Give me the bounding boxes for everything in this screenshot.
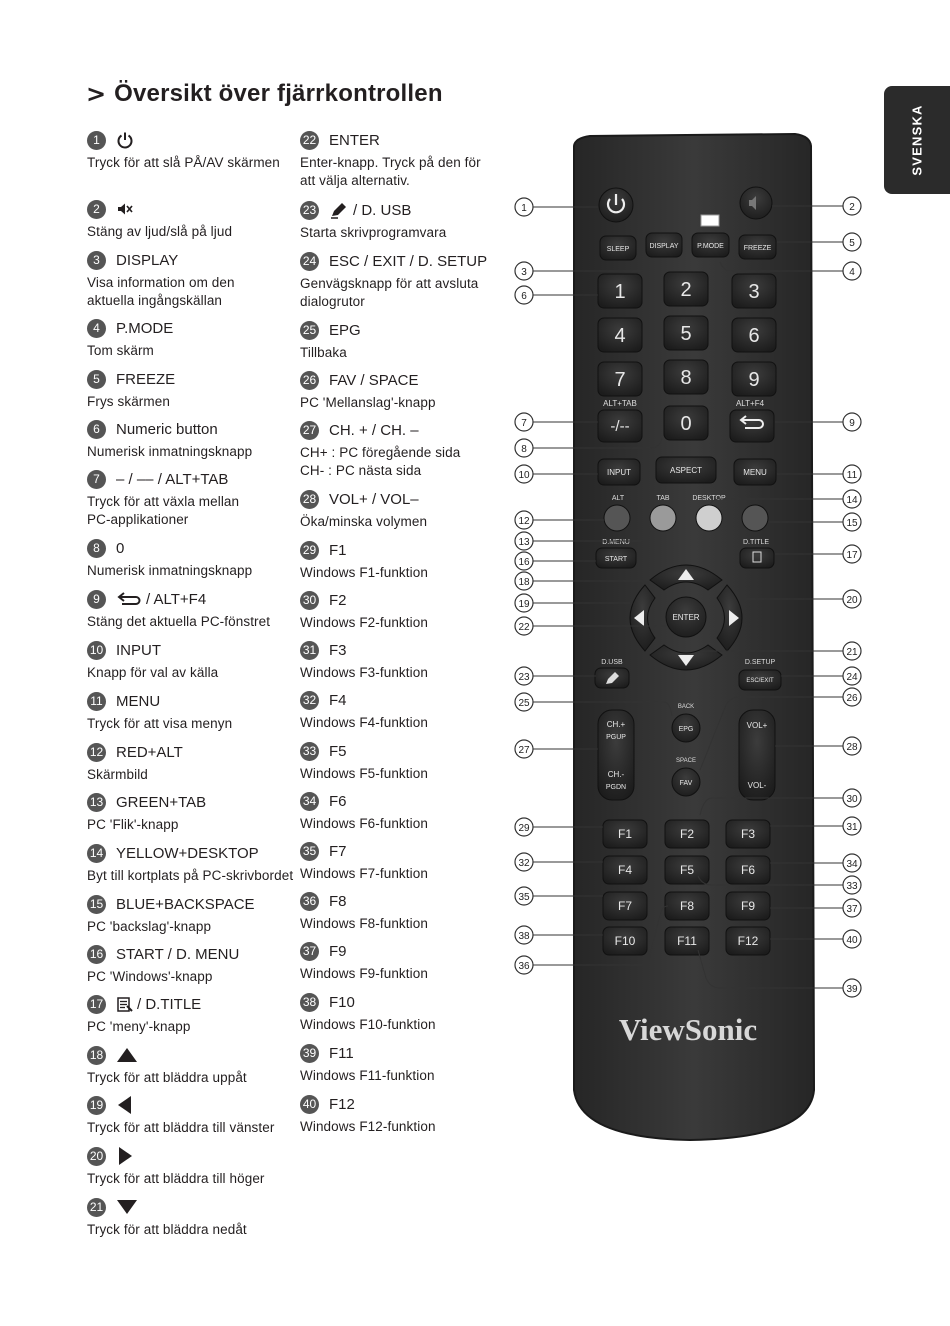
callout-number-badge: 13 — [87, 793, 106, 812]
brand-logo: ViewSonic — [618, 1012, 758, 1047]
chevron-right-icon: > — [86, 80, 107, 108]
legend-description: Windows F6-funktion — [300, 816, 428, 831]
callout-number-badge: 34 — [300, 792, 319, 811]
legend-description: Stäng av ljud/slå på ljud — [87, 224, 233, 239]
remote-callout-number: 12 — [518, 516, 530, 527]
legend-description: PC 'meny'-knapp — [87, 1019, 191, 1034]
legend-label-text: ENTER — [329, 131, 380, 149]
input-button-label: INPUT — [607, 468, 631, 477]
legend-label-text: F9 — [329, 942, 347, 960]
legend-description: Genvägsknapp för att avsluta dialogrutor — [300, 276, 479, 309]
callout-number-badge: 26 — [300, 371, 319, 390]
remote-callout-number: 33 — [846, 881, 858, 892]
alt-label: ALT — [611, 495, 625, 502]
callout-number-badge: 17 — [87, 995, 106, 1014]
start-button-label: START — [604, 556, 628, 563]
remote-callout-number: 7 — [521, 418, 527, 429]
tab-label: TAB — [656, 495, 670, 502]
f4-button-label: F4 — [617, 863, 633, 877]
blue-backspace-button[interactable] — [742, 505, 768, 531]
legend-label-text: F12 — [329, 1095, 355, 1113]
number-button-7-label: 7 — [614, 369, 626, 391]
legend-description: Tryck för att bläddra nedåt — [87, 1222, 247, 1237]
remote-callout-number: 32 — [518, 858, 530, 869]
number-button-9-label: 9 — [748, 369, 760, 391]
legend-label-text: GREEN+TAB — [116, 793, 207, 811]
legend-label-text: F1 — [329, 541, 347, 559]
remote-callout-number: 38 — [518, 931, 530, 942]
pgup-label: PGUP — [606, 734, 626, 741]
remote-callout-number: 19 — [518, 599, 530, 610]
dsetup-label: D.SETUP — [744, 659, 776, 666]
legend-label-text: FAV / SPACE — [329, 371, 419, 389]
f6-button-label: F6 — [740, 863, 756, 877]
f11-button-label: F11 — [677, 934, 697, 948]
sleep-button-label: SLEEP — [606, 246, 630, 253]
number-button-2-label: 2 — [680, 279, 692, 301]
green-tab-button[interactable] — [650, 505, 676, 531]
legend-label-text: MENU — [116, 692, 161, 710]
legend-label-text: F10 — [329, 993, 355, 1011]
legend-description: Windows F11-funktion — [300, 1068, 435, 1083]
callout-number-badge: 10 — [87, 641, 106, 660]
legend-label-text: F5 — [329, 742, 347, 760]
legend-label-text: RED+ALT — [116, 743, 183, 761]
language-tab-label: SVENSKA — [909, 104, 925, 176]
callout-number-badge: 35 — [300, 842, 319, 861]
callout-number-badge: 29 — [300, 541, 319, 560]
callout-number-badge: 14 — [87, 844, 106, 863]
legend-description: Tryck för att bläddra uppåt — [87, 1070, 247, 1085]
legend-description: Visa information om den aktuella ingångskällan — [87, 275, 235, 308]
legend-description: Stäng det aktuella PC-fönstret — [87, 614, 271, 629]
remote-callout-number: 25 — [518, 698, 530, 709]
remote-callout-number: 4 — [849, 267, 855, 278]
legend-description: Tryck för att bläddra till vänster — [87, 1120, 275, 1135]
f5-button-label: F5 — [679, 863, 695, 877]
legend-description: Tryck för att visa menyn — [87, 716, 233, 731]
remote-callout-number: 6 — [521, 291, 527, 302]
remote-callout-number: 5 — [849, 238, 855, 249]
f12-button-label: F12 — [737, 934, 759, 948]
remote-callout-number: 17 — [846, 550, 858, 561]
legend-description: Skärmbild — [87, 767, 148, 782]
ch-plus-label: CH.+ — [606, 720, 626, 729]
legend-description: Windows F4-funktion — [300, 715, 428, 730]
legend-label-text: / D. USB — [353, 201, 412, 219]
fav-button-label: FAV — [679, 780, 693, 787]
callout-number-badge: 37 — [300, 942, 319, 961]
callout-number-badge: 19 — [87, 1096, 106, 1115]
number-button-4-label: 4 — [614, 325, 626, 347]
legend-description: Windows F9-funktion — [300, 966, 428, 981]
remote-callout-number: 10 — [518, 470, 530, 481]
legend-label-text: CH. + / CH. – — [329, 421, 419, 439]
legend-label-text: F3 — [329, 641, 347, 659]
red-alt-button[interactable] — [604, 505, 630, 531]
dash-button-label: -/-- — [610, 418, 630, 435]
callout-number-badge: 33 — [300, 742, 319, 761]
remote-callout-number: 36 — [518, 961, 530, 972]
legend-description: Tryck för att växla mellan PC-applikationer — [87, 494, 240, 527]
legend-label-text: F7 — [329, 842, 347, 860]
freeze-button-label: FREEZE — [743, 245, 772, 252]
legend-label-text: DISPLAY — [116, 251, 179, 269]
legend-description: Byt till kortplats på PC-skrivbordet — [87, 868, 294, 883]
title-button[interactable] — [740, 548, 774, 568]
legend-description: Tryck för att bläddra till höger — [87, 1171, 265, 1186]
callout-number-badge: 23 — [300, 201, 319, 220]
legend-description: Windows F3-funktion — [300, 665, 428, 680]
remote-callout-number: 1 — [521, 203, 527, 214]
legend-description: Starta skrivprogramvara — [300, 225, 447, 240]
callout-number-badge: 22 — [300, 131, 319, 150]
pgdn-label: PGDN — [605, 784, 627, 791]
legend-description: PC 'Flik'-knapp — [87, 817, 179, 832]
enter-button-label: ENTER — [672, 613, 700, 622]
number-button-8-label: 8 — [680, 367, 692, 389]
legend-label-text: – / –– / ALT+TAB — [116, 470, 229, 488]
remote-callout-number: 11 — [846, 470, 858, 481]
legend-description: Öka/minska volymen — [300, 514, 428, 529]
esc-exit-button-label: ESC/EXIT — [746, 678, 774, 684]
legend-label-text: VOL+ / VOL– — [329, 490, 419, 508]
legend-description: PC 'backslag'-knapp — [87, 919, 212, 934]
space-label: SPACE — [676, 758, 696, 764]
callout-number-badge: 7 — [87, 470, 106, 489]
callout-number-badge: 39 — [300, 1044, 319, 1063]
callout-number-badge: 15 — [87, 895, 106, 914]
callout-number-badge: 12 — [87, 743, 106, 762]
dusb-label: D.USB — [601, 659, 623, 666]
callout-number-badge: 4 — [87, 319, 106, 338]
f9-button-label: F9 — [740, 899, 756, 913]
callout-number-badge: 40 — [300, 1095, 319, 1114]
f7-button-label: F7 — [617, 899, 633, 913]
legend-label-text: ESC / EXIT / D. SETUP — [329, 252, 488, 270]
remote-callout-number: 29 — [518, 823, 530, 834]
number-button-0-label: 0 — [680, 413, 692, 435]
legend-label-text: EPG — [329, 321, 361, 339]
legend-description: CH+ : PC föregående sida CH- : PC nästa sida — [300, 445, 461, 478]
number-button-5-label: 5 — [680, 323, 692, 345]
callout-number-badge: 8 — [87, 539, 106, 558]
remote-callout-number: 30 — [846, 794, 858, 805]
legend-description: Windows F7-funktion — [300, 866, 428, 881]
legend-label-text: F11 — [329, 1044, 354, 1062]
legend-label-text: 0 — [116, 539, 125, 557]
callout-number-badge: 16 — [87, 945, 106, 964]
number-button-6-label: 6 — [748, 325, 760, 347]
f3-button-label: F3 — [740, 827, 756, 841]
legend-label-text: Numeric button — [116, 420, 218, 438]
legend-description: Windows F8-funktion — [300, 916, 428, 931]
remote-callout-number: 27 — [518, 745, 530, 756]
vol-plus-label: VOL+ — [746, 721, 768, 730]
remote-callout-number: 14 — [846, 495, 858, 506]
legend-label-text: F8 — [329, 892, 347, 910]
number-button-3-label: 3 — [748, 281, 760, 303]
legend-description: Numerisk inmatningsknapp — [87, 563, 253, 578]
callout-number-badge: 27 — [300, 421, 319, 440]
page-title: Översikt över fjärrkontrollen — [114, 80, 443, 107]
callout-number-badge: 20 — [87, 1147, 106, 1166]
legend-description: Tillbaka — [300, 345, 347, 360]
legend-label-text: F4 — [329, 691, 347, 709]
legend-description: Windows F5-funktion — [300, 766, 428, 781]
legend-label-text: / ALT+F4 — [146, 590, 207, 608]
legend-description: PC 'Mellanslag'-knapp — [300, 395, 436, 410]
legend-label-text: F2 — [329, 591, 347, 609]
remote-callout-number: 34 — [846, 859, 858, 870]
remote-callout-number: 28 — [846, 742, 858, 753]
legend-label-text: FREEZE — [116, 370, 176, 388]
legend-label-text: BLUE+BACKSPACE — [116, 895, 255, 913]
legend-description: Windows F1-funktion — [300, 565, 428, 580]
dmenu-label: D.MENU — [602, 539, 630, 546]
callout-number-badge: 1 — [87, 131, 106, 150]
legend-label-text: INPUT — [116, 641, 161, 659]
legend-description: Enter-knapp. Tryck på den för att välja alternativ. — [300, 155, 481, 188]
remote-callout-number: 40 — [846, 935, 858, 946]
callout-number-badge: 30 — [300, 591, 319, 610]
remote-callout-number: 15 — [846, 518, 858, 529]
remote-callout-number: 37 — [846, 904, 858, 915]
alt-f4-label: ALT+F4 — [735, 399, 765, 408]
callout-number-badge: 9 — [87, 590, 106, 609]
remote-callout-number: 21 — [846, 647, 858, 658]
legend-description: Windows F10-funktion — [300, 1017, 436, 1032]
dtitle-label: D.TITLE — [742, 539, 770, 546]
callout-number-badge: 21 — [87, 1198, 106, 1217]
legend-label-text: YELLOW+DESKTOP — [116, 844, 259, 862]
legend-description: Tryck för att slå PÅ/AV skärmen — [87, 155, 280, 170]
remote-callout-number: 26 — [846, 693, 858, 704]
legend-description: Knapp för val av källa — [87, 665, 219, 680]
callout-number-badge: 11 — [87, 692, 106, 711]
remote-callout-number: 31 — [846, 822, 858, 833]
back-label: BACK — [677, 704, 695, 710]
remote-callout-number: 8 — [521, 444, 527, 455]
number-button-1-label: 1 — [614, 281, 626, 303]
remote-callout-number: 35 — [518, 892, 530, 903]
callout-number-badge: 18 — [87, 1046, 106, 1065]
callout-number-badge: 3 — [87, 251, 106, 270]
callout-number-badge: 31 — [300, 641, 319, 660]
remote-callout-number: 9 — [849, 418, 855, 429]
callout-number-badge: 25 — [300, 321, 319, 340]
legend-label-text: START / D. MENU — [116, 945, 240, 963]
remote-callout-number: 22 — [518, 622, 530, 633]
blank-screen-indicator — [701, 215, 719, 226]
display-button-label: DISPLAY — [649, 243, 679, 250]
callout-number-badge: 5 — [87, 370, 106, 389]
remote-callout-number: 16 — [518, 557, 530, 568]
remote-callout-number: 20 — [846, 595, 858, 606]
callout-number-badge: 36 — [300, 892, 319, 911]
f1-button-label: F1 — [617, 827, 633, 841]
legend-label-text: / D.TITLE — [137, 995, 202, 1013]
menu-button-label: MENU — [743, 468, 767, 477]
f8-button-label: F8 — [679, 899, 695, 913]
f10-button-label: F10 — [614, 934, 636, 948]
legend-description: Numerisk inmatningsknapp — [87, 444, 253, 459]
yellow-desktop-button[interactable] — [696, 505, 722, 531]
remote-callout-number: 23 — [518, 672, 530, 683]
legend-description: Windows F12-funktion — [300, 1119, 436, 1134]
callout-number-badge: 2 — [87, 200, 106, 219]
callout-number-badge: 24 — [300, 252, 319, 271]
alt-tab-label: ALT+TAB — [603, 399, 637, 408]
ch-minus-label: CH.- — [607, 770, 625, 779]
legend-description: Tom skärm — [87, 343, 154, 358]
vol-minus-label: VOL- — [747, 781, 767, 790]
callout-number-badge: 38 — [300, 993, 319, 1012]
remote-callout-number: 39 — [846, 984, 858, 995]
callout-number-badge: 6 — [87, 420, 106, 439]
legend-label-text: P.MODE — [116, 319, 174, 337]
desktop-label: DESKTOP — [692, 495, 726, 502]
remote-callout-number: 3 — [521, 267, 527, 278]
f2-button-label: F2 — [679, 827, 695, 841]
pmode-button-label: P.MODE — [697, 243, 724, 250]
aspect-button-label: ASPECT — [669, 466, 703, 475]
legend-label-text: F6 — [329, 792, 347, 810]
legend-description: Frys skärmen — [87, 394, 170, 409]
remote-callout-number: 2 — [849, 202, 855, 213]
return-button[interactable] — [730, 410, 774, 442]
legend-description: Windows F2-funktion — [300, 615, 428, 630]
callout-number-badge: 32 — [300, 691, 319, 710]
callout-number-badge: 28 — [300, 490, 319, 509]
epg-button-label: EPG — [678, 726, 694, 733]
remote-callout-number: 24 — [846, 672, 858, 683]
remote-callout-number: 13 — [518, 537, 530, 548]
remote-callout-number: 18 — [518, 577, 530, 588]
legend-description: PC 'Windows'-knapp — [87, 969, 213, 984]
